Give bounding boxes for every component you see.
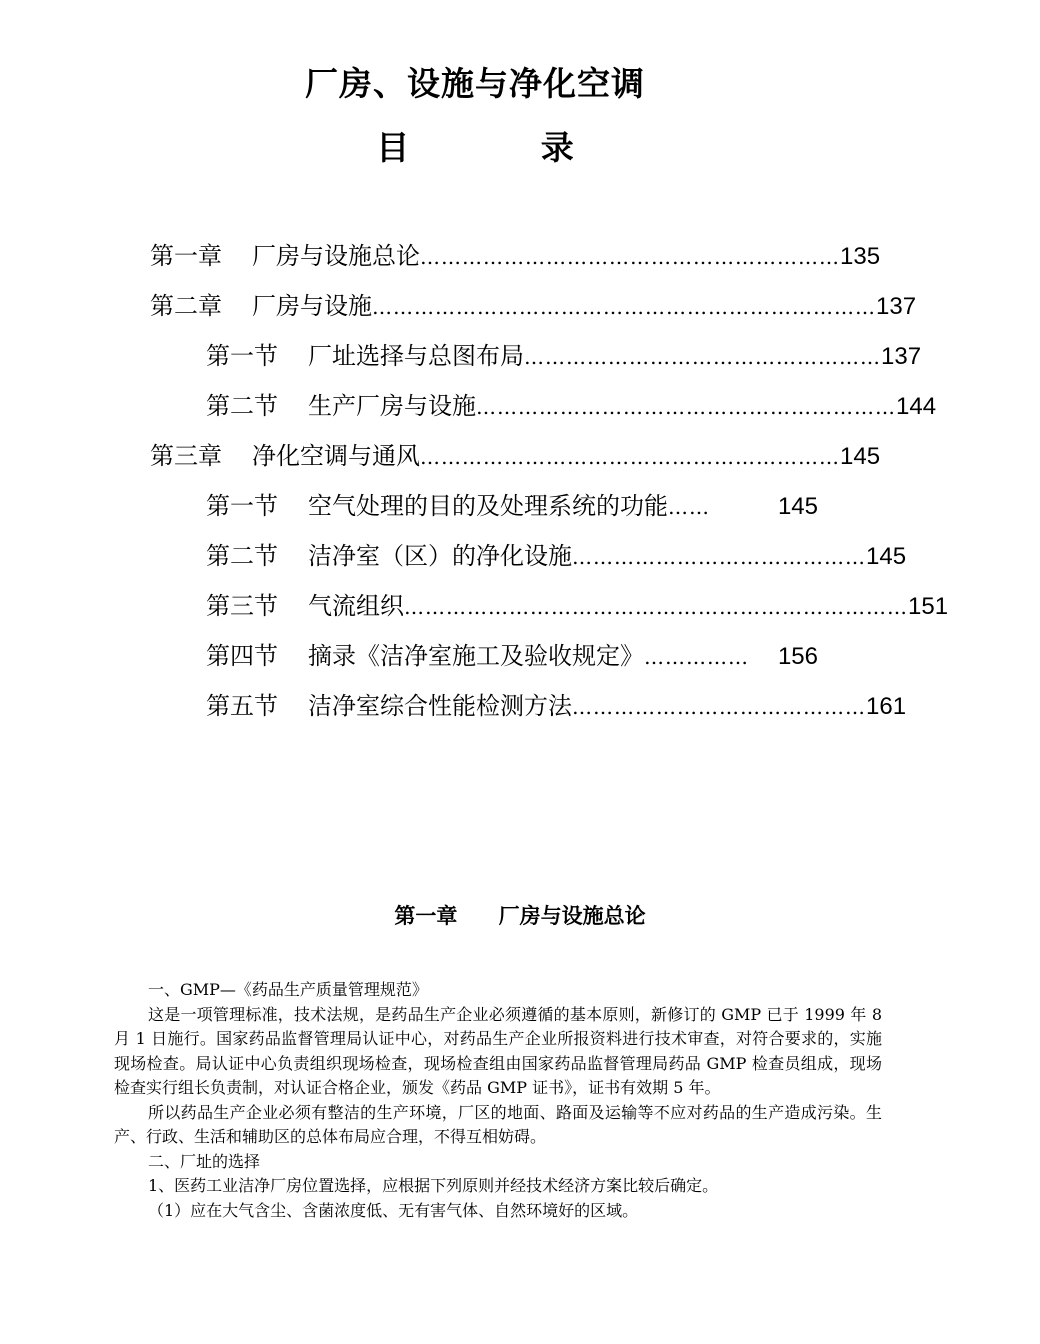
section-heading: 一、GMP—《药品生产质量管理规范》 bbox=[148, 980, 428, 999]
toc-entry-title: 洁净室（区）的净化设施 bbox=[308, 542, 572, 570]
toc-entry-number: 第一章 bbox=[150, 242, 222, 270]
toc-entry-number: 第三章 bbox=[150, 442, 222, 470]
toc-entry-page: 137 bbox=[876, 293, 917, 320]
toc-entry-page: 156 bbox=[777, 643, 818, 670]
toc-entry-number: 第一节 bbox=[206, 492, 278, 520]
toc-entry[interactable] bbox=[206, 336, 922, 376]
toc-entry-number: 第五节 bbox=[206, 692, 278, 720]
toc-entry[interactable] bbox=[206, 686, 907, 726]
toc-entry-page: 161 bbox=[866, 693, 907, 720]
paragraph: 这是一项管理标准，技术法规，是药品生产企业必须遵循的基本原则，新修订的 GMP 已于 1999 年 8 月 1 日施行。国家药品监督管理局认证中心，对药品生产企业所报资料进行技术审查，对符合要求的，实施现场检查。局认证中心负责组织现场检查，现场检查组由国家药品监督管理局药品 GMP 检查员组成，现场检查实行组长负责制，对认证合格企业，颁发《药品 GMP 证书》，证书有效期 5 年。 bbox=[114, 1004, 882, 1097]
toc-leader-dots: …………………………………… bbox=[572, 695, 866, 719]
toc-entry-page: 151 bbox=[908, 593, 949, 620]
toc-leader-dots: …………………………………………………… bbox=[476, 395, 896, 419]
toc-entry-page: 145 bbox=[866, 543, 907, 570]
toc-entry-number: 第三节 bbox=[206, 592, 278, 620]
toc-entry-number: 第二节 bbox=[206, 392, 278, 420]
toc-leader-dots: …………………………………………… bbox=[524, 345, 881, 369]
toc-entry-number: 第四节 bbox=[206, 642, 278, 670]
toc-entry[interactable] bbox=[206, 586, 949, 626]
toc-entry-title: 厂房与设施 bbox=[252, 292, 372, 320]
toc-entry-number: 第一节 bbox=[206, 342, 278, 370]
toc-entry[interactable] bbox=[206, 386, 937, 426]
paragraph: 1、医药工业洁净厂房位置选择，应根据下列原则并经技术经济方案比较后确定。 bbox=[148, 1176, 719, 1195]
toc-entry[interactable] bbox=[206, 636, 818, 676]
list-item: （1）应在大气含尘、含菌浓度低、无有害气体、自然环境好的区域。 bbox=[148, 1200, 639, 1220]
toc-leader-dots: …………… bbox=[644, 645, 749, 669]
toc-entry-title: 厂址选择与总图布局 bbox=[308, 342, 524, 370]
toc-entry-title: 洁净室综合性能检测方法 bbox=[308, 692, 572, 720]
toc-entry[interactable] bbox=[206, 536, 907, 576]
toc-entry[interactable] bbox=[206, 486, 818, 526]
toc-title: 目 录 bbox=[376, 128, 574, 167]
toc-entry-title: 厂房与设施总论 bbox=[252, 242, 420, 270]
toc-leader-dots: …………………………………………………… bbox=[420, 445, 840, 469]
toc-entry[interactable] bbox=[150, 436, 881, 476]
chapter-heading: 第一章 厂房与设施总论 bbox=[394, 904, 646, 928]
section-heading: 二、厂址的选择 bbox=[148, 1151, 261, 1171]
toc-leader-dots: …… bbox=[668, 495, 710, 519]
toc-entry-title: 摘录《洁净室施工及验收规定》 bbox=[308, 642, 644, 670]
toc-leader-dots: …………………………………… bbox=[572, 545, 866, 569]
document-title: 厂房、设施与净化空调 bbox=[305, 64, 645, 103]
toc-entry-page: 145 bbox=[840, 443, 881, 470]
toc-entry-page: 144 bbox=[896, 393, 937, 420]
toc-entry-page: 137 bbox=[881, 343, 922, 370]
toc-entry-page: 145 bbox=[777, 493, 818, 520]
paragraph: 所以药品生产企业必须有整洁的生产环境，厂区的地面、路面及运输等不应对药品的生产造成污染。生产、行政、生活和辅助区的总体布局应合理，不得互相妨碍。 bbox=[114, 1102, 882, 1146]
toc-entry-number: 第二章 bbox=[150, 292, 222, 320]
toc-entry[interactable] bbox=[150, 236, 881, 276]
toc-leader-dots: ……………………………………………………………… bbox=[404, 595, 908, 619]
toc-leader-dots: ……………………………………………………………… bbox=[372, 295, 876, 319]
toc-entry-title: 净化空调与通风 bbox=[252, 442, 420, 470]
toc-entry-title: 气流组织 bbox=[308, 592, 404, 620]
toc-entry-page: 135 bbox=[840, 243, 881, 270]
toc-entry[interactable] bbox=[150, 286, 917, 326]
toc-leader-dots: …………………………………………………… bbox=[420, 245, 840, 269]
toc-entry-title: 生产厂房与设施 bbox=[308, 392, 476, 420]
toc-entry-number: 第二节 bbox=[206, 542, 278, 570]
toc-entry-title: 空气处理的目的及处理系统的功能 bbox=[308, 492, 668, 520]
body-text bbox=[114, 978, 882, 1223]
